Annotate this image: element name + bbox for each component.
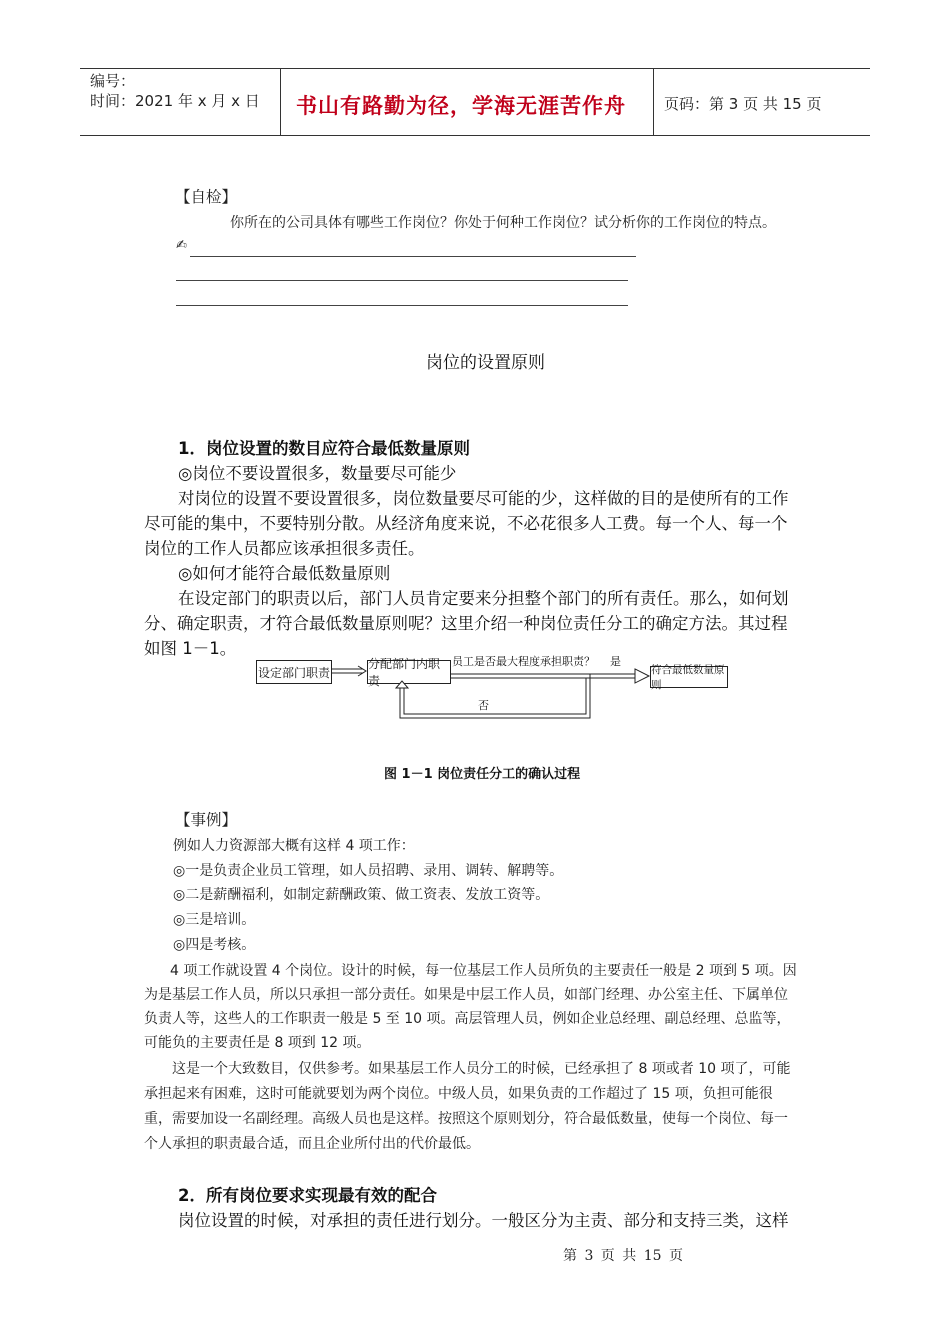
answer-line-3 xyxy=(176,305,628,306)
example-intro: 例如人力资源部大概有这样 4 项工作： xyxy=(173,838,415,854)
flow-arrowhead-loop xyxy=(396,681,408,688)
header-time-label: 时间：2021 年 x 月 x 日 xyxy=(90,92,260,110)
figure-caption: 图 1－1 岗位责任分工的确认过程 xyxy=(384,767,581,782)
example-para1-line2: 为是基层工作人员，所以只承担一部分责任。如果是中层工作人员，如部门经理、办公室主任、下属单位 xyxy=(144,987,788,1003)
header-divider-right xyxy=(653,68,654,136)
page-footer: 第 3 页 共 15 页 xyxy=(563,1248,683,1264)
header-divider-left xyxy=(280,68,281,136)
self-check-question: 你所在的公司具体有哪些工作岗位？你处于何种工作岗位？试分析你的工作岗位的特点。 xyxy=(230,215,776,231)
flow-yes-label: 是 xyxy=(610,655,621,668)
example-heading: 【事例】 xyxy=(175,811,238,829)
example-para1-line3: 负责人等，这些人的工作职责一般是 5 至 10 项。高层管理人员，例如企业总经理、副总经理、总监等， xyxy=(144,1011,791,1027)
part1-para1-line2: 尽可能的集中，不要特别分散。从经济角度来说，不必花很多人工费。每一个人、每一个 xyxy=(144,514,788,533)
header-bottom-rule xyxy=(80,135,870,136)
flow-loop-outer xyxy=(400,674,590,718)
example-para2-line1: 这是一个大致数目，仅供参考。如果基层工作人员分工的时候，已经承担了 8 项或者 10 项了，可能 xyxy=(172,1061,791,1077)
flow-box-assign-duties: 分配部门内职责 xyxy=(367,660,451,684)
example-para1-line4: 可能负的主要责任是 8 项到 12 项。 xyxy=(144,1035,371,1051)
example-para1-line1: 4 项工作就设置 4 个岗位。设计的时候，每一位基层工作人员所负的主要责任一般是 2 项到 5 项。因 xyxy=(170,963,797,979)
flow-connectors xyxy=(250,650,740,730)
flow-arrowhead-1 xyxy=(358,666,366,676)
example-para2-line2: 承担起来有困难，这时可能就要划为两个岗位。中级人员，如果负责的工作超过了 15 项，负担可能很 xyxy=(144,1086,773,1102)
part1-para2-line2: 分、确定职责，才符合最低数量原则呢？这里介绍一种岗位责任分工的确定方法。其过程 xyxy=(144,614,788,633)
part2-heading: 2．所有岗位要求实现最有效的配合 xyxy=(178,1186,437,1205)
flow-loop-inner xyxy=(404,678,586,714)
part1-bullet-1: ◎岗位不要设置很多，数量要尽可能少 xyxy=(178,464,457,483)
header-page-info: 页码：第 3 页 共 15 页 xyxy=(664,95,822,113)
answer-line-2 xyxy=(176,280,628,281)
example-item-2: ◎二是薪酬福利，如制定薪酬政策、做工资表、发放工资等。 xyxy=(173,887,550,903)
part2-para-line1: 岗位设置的时候，对承担的责任进行划分。一般区分为主责、部分和支持三类，这样 xyxy=(178,1211,789,1230)
part1-para2-line1: 在设定部门的职责以后，部门人员肯定要来分担整个部门的所有责任。那么，如何划 xyxy=(178,589,789,608)
pen-icon: ✍ xyxy=(176,238,187,253)
flow-arrowhead-2 xyxy=(635,669,649,683)
header-number-label: 编号： xyxy=(90,72,136,90)
self-check-heading: 【自检】 xyxy=(175,188,238,206)
flow-box-minimum-principle: 符合最低数量原则 xyxy=(650,666,728,688)
example-para2-line4: 个人承担的职责最合适，而且企业所付出的代价最低。 xyxy=(144,1136,480,1152)
flow-question-label: 员工是否最大程度承担职责？ xyxy=(452,655,595,668)
section-title: 岗位的设置原则 xyxy=(426,353,545,373)
flow-no-label: 否 xyxy=(478,699,489,712)
example-item-4: ◎四是考核。 xyxy=(173,937,256,953)
header-motto: 书山有路勤为径，学海无涯苦作舟 xyxy=(296,94,626,118)
example-item-1: ◎一是负责企业员工管理，如人员招聘、录用、调转、解聘等。 xyxy=(173,863,564,879)
example-para2-line3: 重，需要加设一名副经理。高级人员也是这样。按照这个原则划分，符合最低数量，使每一个岗位、每一 xyxy=(144,1111,788,1127)
part1-bullet-2: ◎如何才能符合最低数量原则 xyxy=(178,564,391,583)
part1-heading: 1．岗位设置的数目应符合最低数量原则 xyxy=(178,439,470,458)
part1-para1-line3: 岗位的工作人员都应该承担很多责任。 xyxy=(144,539,425,558)
flow-box-set-duties: 设定部门职责 xyxy=(256,660,332,684)
part1-para2-line3: 如图 1－1。 xyxy=(144,639,237,658)
answer-line-1 xyxy=(190,256,636,257)
header-top-rule xyxy=(80,68,870,69)
example-item-3: ◎三是培训。 xyxy=(173,912,256,928)
part1-para1-line1: 对岗位的设置不要设置很多，岗位数量要尽可能的少，这样做的目的是使所有的工作 xyxy=(178,489,789,508)
